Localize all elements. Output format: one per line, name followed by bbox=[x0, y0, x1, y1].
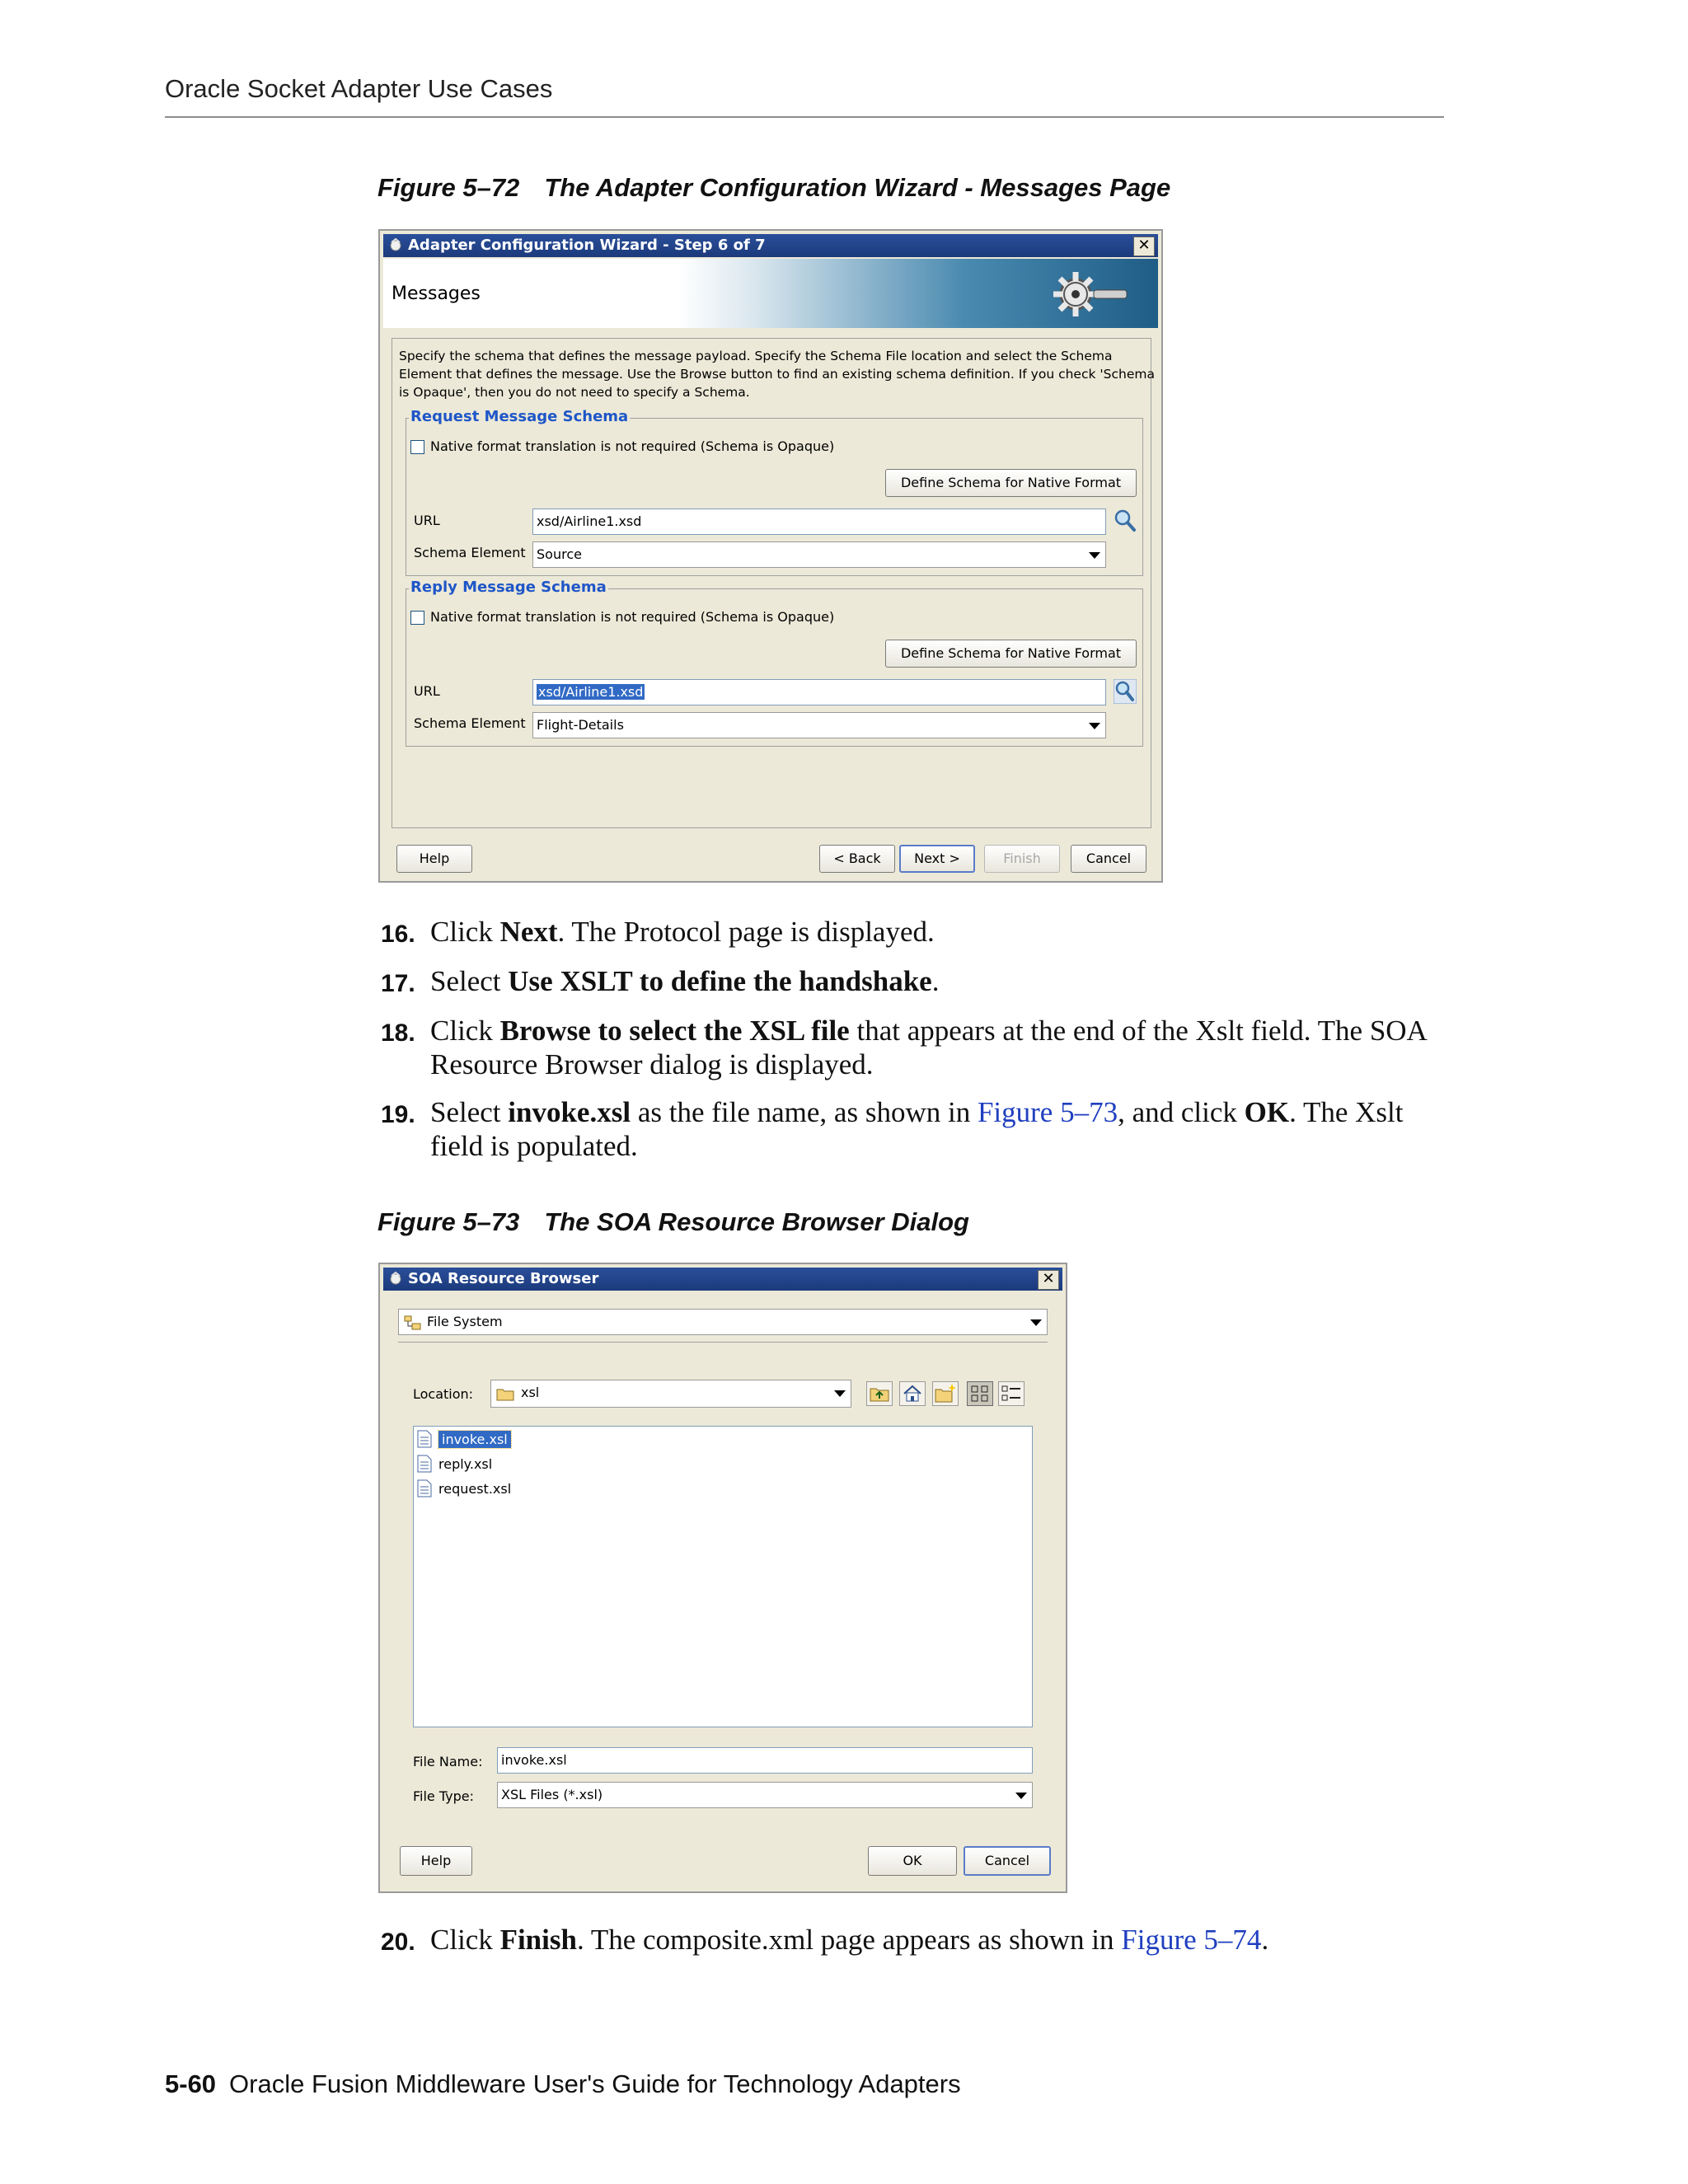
header-rule bbox=[165, 116, 1444, 118]
figure-73-caption bbox=[377, 1207, 969, 1237]
page-footer bbox=[165, 2069, 961, 2099]
file-list-item[interactable] bbox=[417, 1455, 492, 1476]
step-run: that appears at the end of the Xslt field. The SOA Resource Browser dialog is displayed. bbox=[430, 1015, 1426, 1080]
soa-resource-browser-screenshot bbox=[378, 1263, 1067, 1893]
reply-browse-icon[interactable] bbox=[1114, 679, 1137, 704]
step-item bbox=[381, 915, 1452, 949]
oracle-app-icon bbox=[388, 1271, 403, 1286]
reply-schema-label: Reply Message Schema bbox=[410, 579, 607, 596]
browser-titlebar bbox=[383, 1268, 1062, 1291]
location-label: Location: bbox=[413, 1386, 474, 1402]
file-icon bbox=[417, 1455, 432, 1473]
browser-close-button[interactable]: ✕ bbox=[1038, 1270, 1059, 1290]
step-number: 19. bbox=[381, 1101, 415, 1128]
file-name: request.xsl bbox=[438, 1481, 512, 1497]
folder-icon bbox=[496, 1387, 514, 1401]
reply-define-schema-button[interactable]: Define Schema for Native Format bbox=[885, 640, 1137, 668]
file-type-select[interactable] bbox=[497, 1782, 1033, 1808]
step-run: Click bbox=[430, 916, 500, 948]
file-type-value: XSL Files (*.xsl) bbox=[501, 1787, 603, 1802]
oracle-app-icon bbox=[388, 237, 403, 252]
wizard-cancel-button[interactable]: Cancel bbox=[1071, 845, 1146, 873]
figure-72-number: Figure 5–72 bbox=[377, 173, 520, 202]
wizard-close-button[interactable]: ✕ bbox=[1133, 237, 1155, 256]
location-value: xsl bbox=[521, 1385, 540, 1400]
wizard-help-button[interactable]: Help bbox=[396, 845, 472, 873]
divider bbox=[398, 1342, 1048, 1343]
file-list[interactable] bbox=[413, 1426, 1033, 1727]
browser-cancel-button[interactable]: Cancel bbox=[964, 1846, 1051, 1876]
description-line: Element that defines the message. Use the Browse button to find an existing schema definition. If you check 'Schema bbox=[399, 367, 1155, 382]
step-run: Select bbox=[430, 965, 509, 997]
step-text bbox=[430, 1923, 1452, 1957]
wizard-banner bbox=[383, 259, 1158, 328]
step-number: 18. bbox=[381, 1019, 415, 1047]
browser-help-button[interactable]: Help bbox=[400, 1846, 472, 1876]
step-item bbox=[381, 1014, 1452, 1081]
chevron-down-icon bbox=[1089, 552, 1100, 559]
wizard-title: Adapter Configuration Wizard - Step 6 of 7 bbox=[408, 237, 766, 254]
step-text bbox=[430, 915, 1452, 949]
browser-title: SOA Resource Browser bbox=[408, 1270, 599, 1287]
file-list-item[interactable] bbox=[417, 1479, 511, 1501]
step-run: . bbox=[931, 965, 940, 997]
step-emphasis: Next bbox=[499, 916, 558, 948]
step-text bbox=[430, 1014, 1452, 1081]
browser-ok-button[interactable]: OK bbox=[868, 1846, 957, 1876]
file-list-item[interactable] bbox=[417, 1430, 511, 1451]
figure-72-caption bbox=[377, 173, 1170, 203]
file-icon bbox=[417, 1430, 432, 1448]
reply-element-label: Schema Element bbox=[414, 715, 526, 731]
location-select[interactable] bbox=[490, 1380, 851, 1408]
source-value: File System bbox=[427, 1314, 503, 1329]
step-item bbox=[381, 964, 1452, 998]
request-element-label: Schema Element bbox=[414, 545, 526, 560]
file-icon bbox=[417, 1479, 432, 1497]
request-opaque-label: Native format translation is not required (Schema is Opaque) bbox=[430, 438, 835, 454]
step-run: . The Xslt field is populated. bbox=[430, 1096, 1404, 1162]
wizard-titlebar bbox=[383, 234, 1158, 257]
step-run: Click bbox=[430, 1924, 500, 1956]
description-line: is Opaque', then you do not need to specify a Schema. bbox=[399, 385, 750, 400]
chevron-down-icon bbox=[1015, 1793, 1027, 1799]
request-opaque-checkbox[interactable] bbox=[410, 440, 424, 454]
step-emphasis: OK bbox=[1244, 1096, 1290, 1128]
request-url-input[interactable]: xsd/Airline1.xsd bbox=[532, 509, 1106, 535]
request-url-label: URL bbox=[414, 513, 440, 528]
page-number: 5-60 bbox=[165, 2069, 217, 2098]
running-header: Oracle Socket Adapter Use Cases bbox=[165, 74, 553, 103]
step-run: . The composite.xml page appears as shown in bbox=[576, 1924, 1122, 1956]
wizard-next-button[interactable]: Next > bbox=[899, 845, 975, 873]
request-element-select[interactable] bbox=[532, 541, 1106, 568]
chevron-down-icon bbox=[834, 1390, 846, 1397]
reply-opaque-label: Native format translation is not required (Schema is Opaque) bbox=[430, 609, 835, 625]
wizard-back-button[interactable]: < Back bbox=[819, 845, 895, 873]
description-line: Specify the schema that defines the message payload. Specify the Schema File location and select the Schema bbox=[399, 349, 1113, 363]
figure-72-title: The Adapter Configuration Wizard - Messages Page bbox=[544, 173, 1171, 202]
step-item bbox=[381, 1095, 1452, 1163]
step-emphasis: Browse to select the XSL file bbox=[499, 1015, 850, 1047]
step-run: Click bbox=[430, 1015, 500, 1047]
step-run: . The Protocol page is displayed. bbox=[557, 916, 935, 948]
wizard-content-panel bbox=[392, 338, 1155, 828]
up-folder-icon[interactable] bbox=[866, 1381, 893, 1406]
step-emphasis: invoke.xsl bbox=[508, 1096, 631, 1128]
request-define-schema-button[interactable]: Define Schema for Native Format bbox=[885, 469, 1137, 497]
reply-url-input[interactable] bbox=[532, 679, 1106, 705]
file-type-label: File Type: bbox=[413, 1788, 474, 1804]
page-heading: Messages bbox=[392, 284, 481, 304]
figure-link[interactable]: Figure 5–74 bbox=[1121, 1924, 1262, 1956]
step-item bbox=[381, 1923, 1452, 1957]
step-run: . bbox=[1261, 1924, 1269, 1956]
book-title: Oracle Fusion Middleware User's Guide for Technology Adapters bbox=[229, 2069, 961, 2098]
reply-element-select[interactable] bbox=[532, 712, 1106, 738]
reply-opaque-checkbox[interactable] bbox=[410, 611, 424, 625]
file-system-icon bbox=[404, 1315, 422, 1330]
file-name: reply.xsl bbox=[438, 1456, 493, 1472]
step-text bbox=[430, 964, 1452, 998]
list-view-icon[interactable] bbox=[967, 1381, 993, 1406]
figure-73-title: The SOA Resource Browser Dialog bbox=[544, 1207, 969, 1236]
step-run: , and click bbox=[1118, 1096, 1245, 1128]
chevron-down-icon bbox=[1089, 723, 1100, 729]
step-emphasis: Finish bbox=[499, 1924, 577, 1956]
wizard-description bbox=[399, 347, 1155, 401]
file-name-input[interactable]: invoke.xsl bbox=[497, 1747, 1033, 1774]
step-number: 16. bbox=[381, 921, 415, 948]
request-browse-icon[interactable] bbox=[1114, 509, 1137, 533]
gear-plug-icon bbox=[1043, 265, 1133, 323]
reply-element-value: Flight-Details bbox=[537, 717, 624, 733]
adapter-wizard-screenshot bbox=[378, 229, 1163, 883]
figure-73-number: Figure 5–73 bbox=[377, 1207, 520, 1236]
request-element-value: Source bbox=[537, 546, 582, 562]
home-icon[interactable] bbox=[899, 1381, 926, 1406]
reply-url-value: xsd/Airline1.xsd bbox=[538, 684, 644, 700]
step-emphasis: Use XSLT to define the handshake bbox=[508, 965, 932, 997]
step-text bbox=[430, 1095, 1452, 1163]
step-run: Select bbox=[430, 1096, 509, 1128]
new-folder-icon[interactable] bbox=[932, 1381, 959, 1406]
details-view-icon[interactable] bbox=[998, 1381, 1025, 1406]
step-number: 17. bbox=[381, 970, 415, 997]
file-name-label: File Name: bbox=[413, 1754, 483, 1769]
step-run: as the file name, as shown in bbox=[631, 1096, 978, 1128]
figure-link[interactable]: Figure 5–73 bbox=[977, 1096, 1118, 1128]
source-select[interactable] bbox=[398, 1309, 1048, 1335]
step-number: 20. bbox=[381, 1929, 415, 1956]
file-name: invoke.xsl bbox=[438, 1431, 511, 1448]
chevron-down-icon bbox=[1030, 1319, 1042, 1326]
request-schema-label: Request Message Schema bbox=[410, 408, 629, 425]
wizard-finish-button[interactable]: Finish bbox=[984, 845, 1060, 873]
reply-url-label: URL bbox=[414, 683, 440, 699]
